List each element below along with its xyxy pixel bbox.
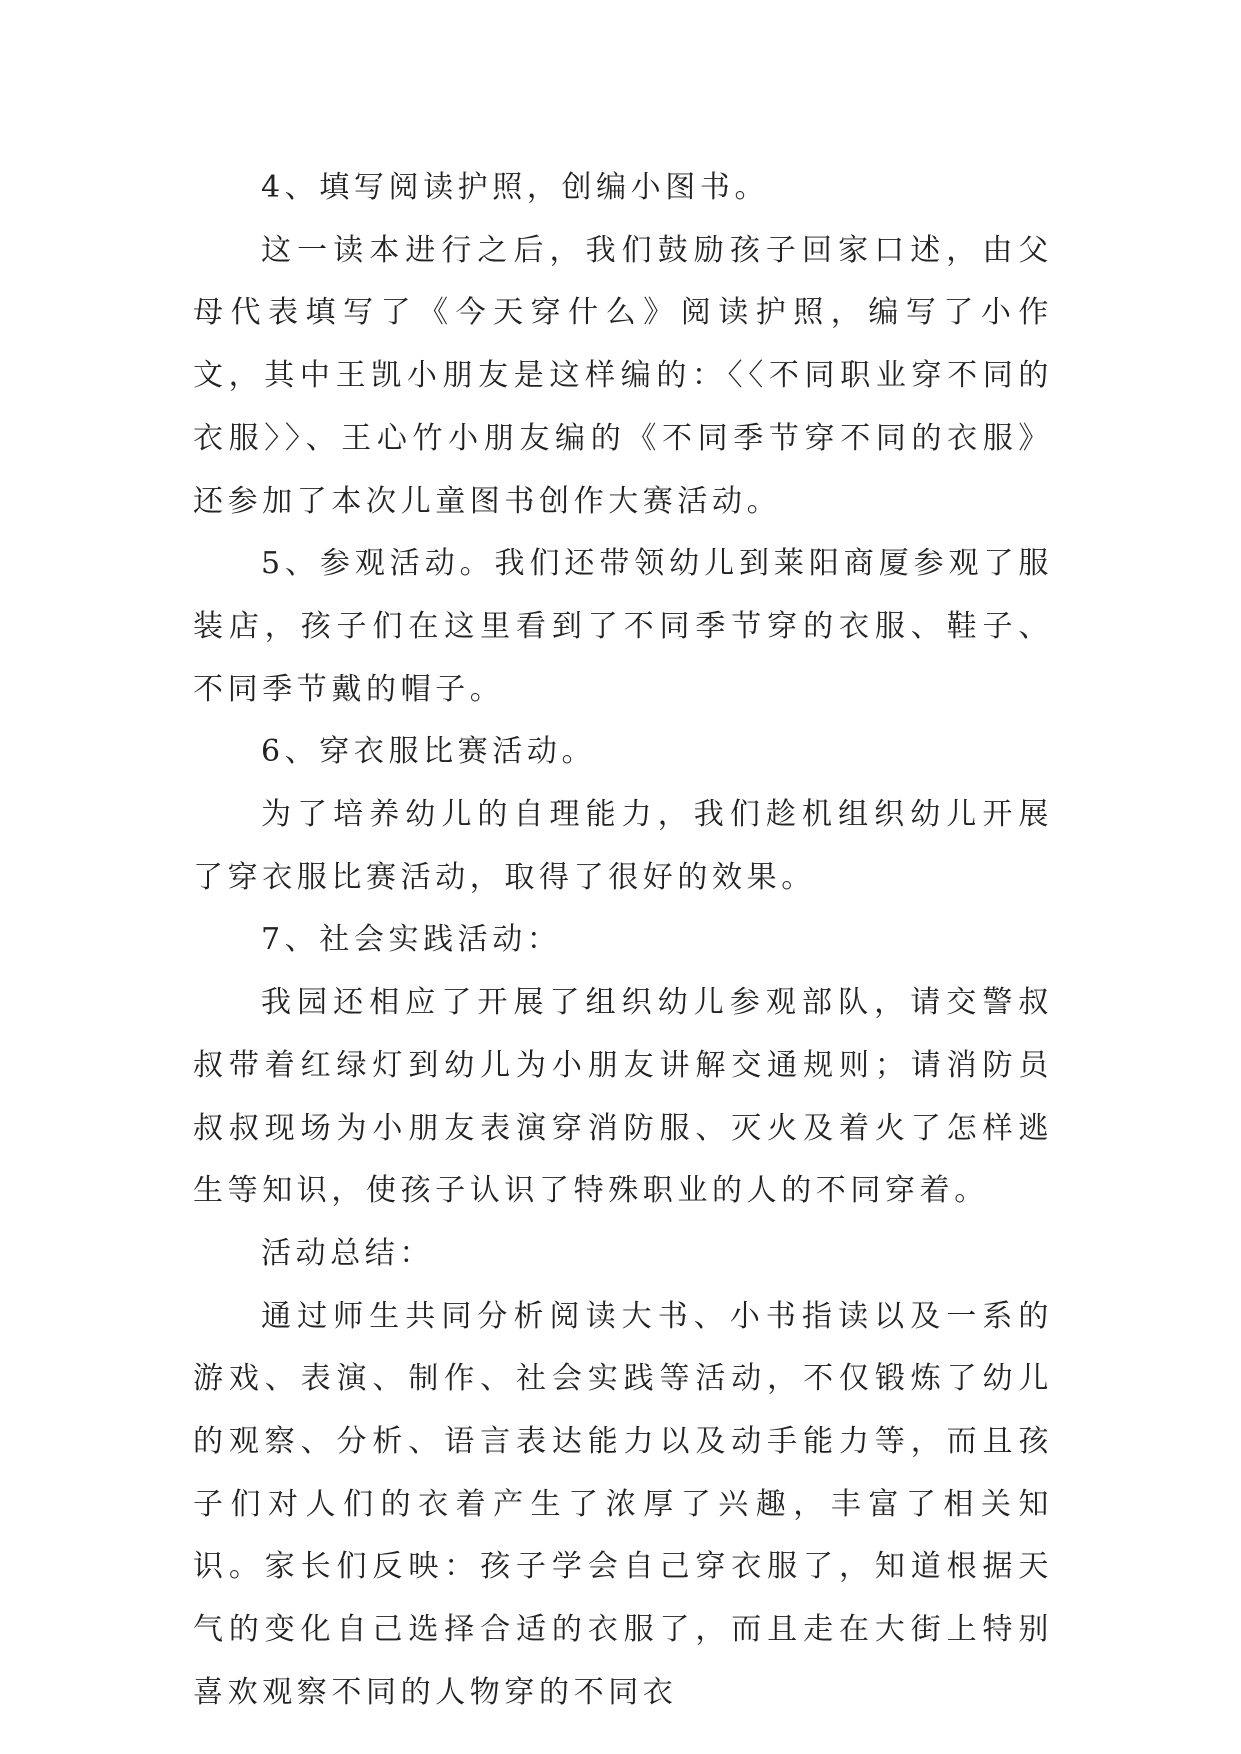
paragraph-visit-activity: 5、参观活动。我们还带领幼儿到莱阳商厦参观了服装店，孩子们在这里看到了不同季节穿的衣服、鞋子、不同季节戴的帽子。 [193, 546, 1053, 707]
paragraph-reading-passport: 4、填写阅读护照，创编小图书。 [261, 170, 770, 205]
paragraph-summary-heading: 活动总结： [261, 1235, 434, 1271]
paragraph-reading-followup: 这一读本进行之后，我们鼓励孩子回家口述，由父母代表填写了《今天穿什么》阅读护照，编写了小作文，其中王凯小朋友是这样编的：〈〈不同职业穿不同的衣服〉〉、王心竹小朋友编的《不同季节穿不同的衣服》还参加了本次儿童图书创作大赛活动。 [193, 232, 1053, 519]
paragraph-summary: 通过师生共同分析阅读大书、小书指读以及一系的游戏、表演、制作、社会实践等活动，不仅锻炼了幼儿的观察、分析、语言表达能力以及动手能力等，而且孩子们对人们的衣着产生了浓厚了兴趣，丰富了相关知识。家长们反映：孩子学会自己穿衣服了，知道根据天气的变化自己选择合适的衣服了，而且走在大街上特别喜欢观察不同的人物穿的不同衣 [193, 1298, 1053, 1710]
paragraph-social-practice-heading: 7、社会实践活动： [261, 922, 562, 958]
document-page [193, 157, 1053, 1725]
paragraph-dressing-contest: 为了培养幼儿的自理能力，我们趁机组织幼儿开展了穿衣服比赛活动，取得了很好的效果。 [193, 797, 1053, 895]
paragraph-dressing-contest-heading: 6、穿衣服比赛活动。 [261, 734, 597, 770]
paragraph-social-practice: 我园还相应了开展了组织幼儿参观部队，请交警叔叔带着红绿灯到幼儿为小朋友讲解交通规则；请消防员叔叔现场为小朋友表演穿消防服、灭火及着火了怎样逃生等知识，使孩子认识了特殊职业的人的不同穿着。 [193, 985, 1053, 1209]
